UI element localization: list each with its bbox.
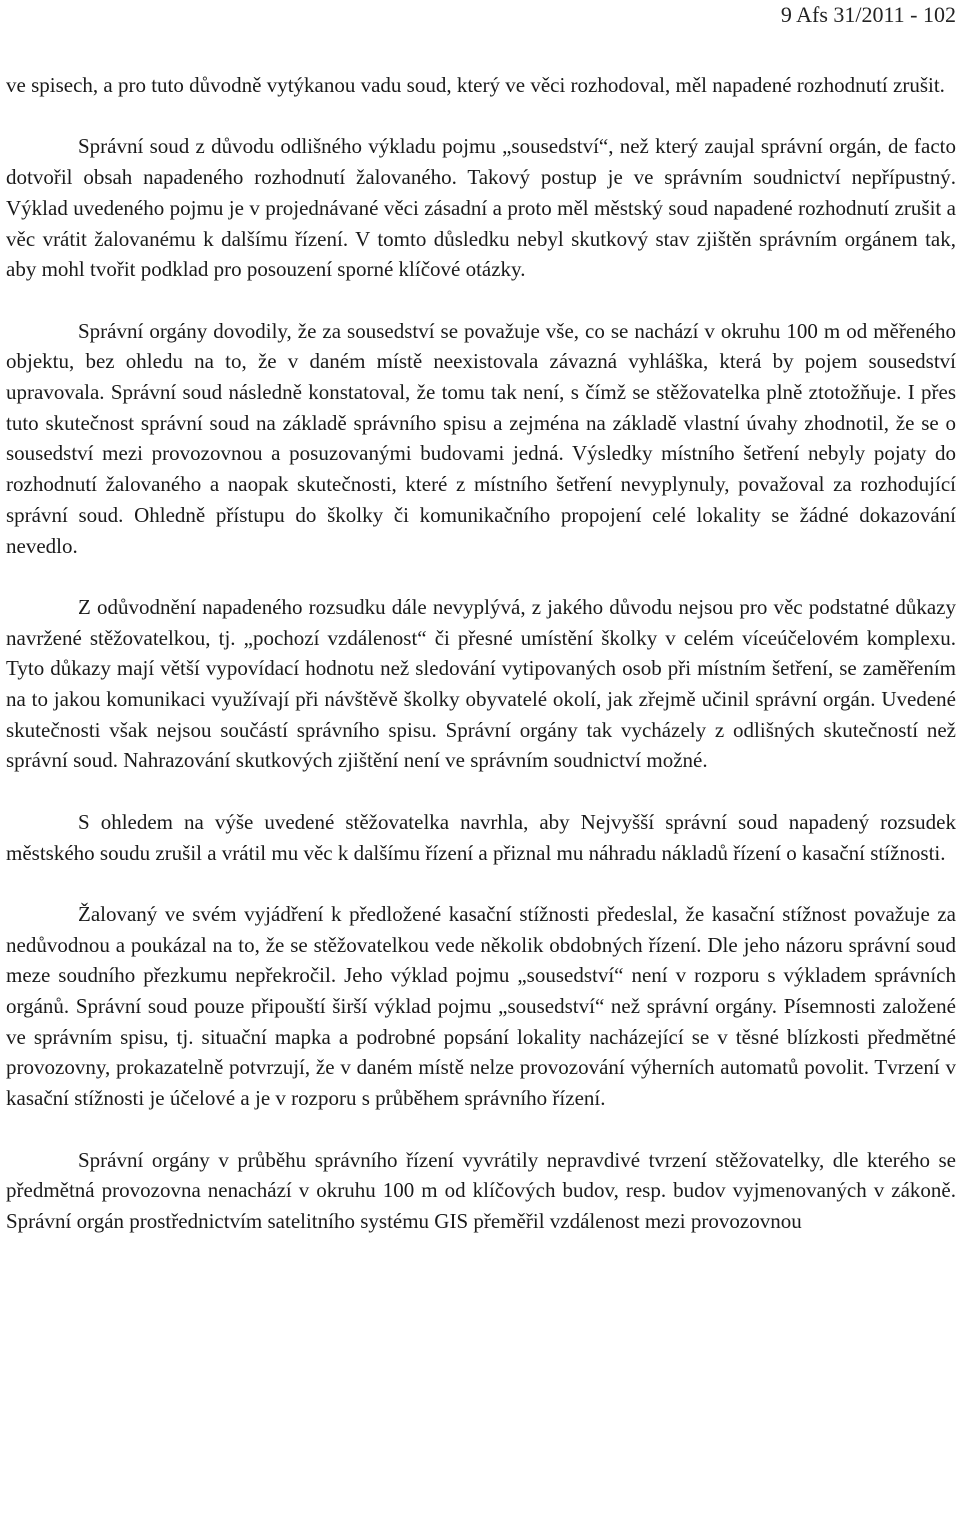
paragraph: Správní soud z důvodu odlišného výkladu pojmu „sousedství“, než který zaujal správní orgán, de facto dotvořil obsah napadeného rozhodnutí žalovaného. Takový postup je ve správním soudnictví nepřípustný. Výklad uvedeného pojmu je v projednávané věci zásadní a proto měl městský soud napadené rozhodnutí zrušit a věc vrátit žalovanému k dalšímu řízení. V tomto důsledku nebyl skutkový stav zjištěn správním orgánem tak, aby mohl tvořit podklad pro posouzení sporné klíčové otázky.	[6, 134, 956, 282]
paragraph: S ohledem na výše uvedené stěžovatelka navrhla, aby Nejvyšší správní soud napadený rozsudek městského soudu zrušil a vrátil mu věc k dalšímu řízení a přiznal mu náhradu nákladů řízení o kasační stížnosti.	[6, 809, 956, 865]
paragraph: Z odůvodnění napadeného rozsudku dále nevyplývá, z jakého důvodu nejsou pro věc podstatné důkazy navržené stěžovatelkou, tj. „pochozí vzdálenost“ či přesné umístění školky v celém víceúčelovém komplexu. Tyto důkazy mají větší vypovídací hodnotu než sledování vytipovaných osob při místním šetření, se zaměřením na to jakou komunikaci využívají při návštěvě školky obyvatelé okolí, jak zřejmě učinil správní orgán. Uvedené skutečnosti však nejsou součástí správního spisu. Správní orgány tak vycházely z odlišných skutečností než správní soud. Nahrazování skutkových zjištění není ve správním soudnictví možné.	[6, 594, 956, 773]
paragraph: Správní orgány v průběhu správního řízení vyvrátily nepravdivé tvrzení stěžovatelky, dle kterého se předmětná provozovna nenachází v okruhu 100 m od klíčových budov, resp. budov vyjmenovaných v zákoně. Správní orgán prostřednictvím satelitního systému GIS přeměřil vzdálenost mezi provozovnou	[6, 1147, 956, 1233]
paragraph: Správní orgány dovodily, že za sousedství se považuje vše, co se nachází v okruhu 100 m od měřeného objektu, bez ohledu na to, že v daném místě neexistovala závazná vyhláška, která by pojem sousedství upravovala. Správní soud následně konstatoval, že tomu tak není, s čímž se stěžovatelka plně ztotožňuje. I přes tuto skutečnost správní soud na základě správního spisu a zejména na základě vlastní úvahy zhodnotil, že se o sousedství mezi provozovnou a posuzovanými budovami jedná. Výsledky místního šetření nebyly pojaty do rozhodnutí žalovaného a naopak skutečnosti, které z místního šetření nevyplynuly, považoval za rozhodující správní soud. Ohledně přístupu do školky či komunikačního propojení celé lokality se žádné dokazování nevedlo.	[6, 318, 956, 558]
case-number-header: 9 Afs 31/2011 - 102	[780, 2, 956, 27]
document-body	[6, 70, 956, 1267]
paragraph: Žalovaný ve svém vyjádření k předložené kasační stížnosti předeslal, že kasační stížnost považuje za nedůvodnou a poukázal na to, že se stěžovatelkou vede několik obdobných řízení. Dle jeho názoru správní soud meze soudního přezkumu nepřekročil. Jeho výklad pojmu „sousedství“ není v rozporu s výkladem správních orgánů. Správní soud pouze připouští širší výklad pojmu „sousedství“ než správní orgány. Písemnosti založené ve správním spisu, tj. situační mapka a podrobné popsání lokality nacházející se v těsné blízkosti předmětné provozovny, prokazatelně potvrzují, že v daném místě nelze provozování výherních automatů povolit. Tvrzení v kasační stížnosti je účelové a je v rozporu s průběhem správního řízení.	[6, 901, 956, 1111]
paragraph-continuation: ve spisech, a pro tuto důvodně vytýkanou vadu soud, který ve věci rozhodoval, měl napadené rozhodnutí zrušit.	[6, 73, 945, 97]
